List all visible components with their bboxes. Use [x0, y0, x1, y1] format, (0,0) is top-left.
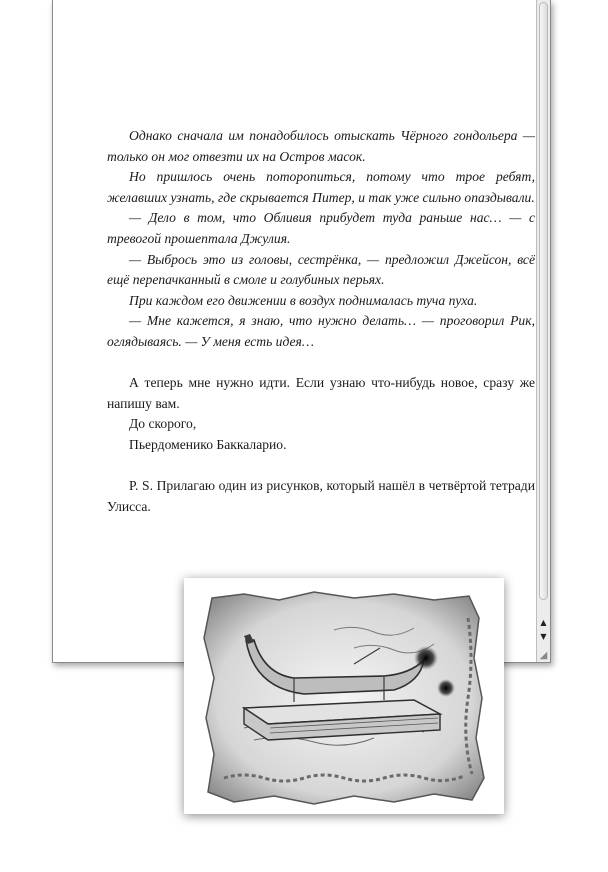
paragraph-gap: [107, 456, 535, 477]
gondola-sketch-illustration: [184, 578, 504, 814]
postscript: P. S. Прилагаю один из рисунков, который нашёл в четвёртой тетради Улисса.: [107, 478, 535, 514]
story-paragraph: — Дело в том, что Обливия прибудет туда раньше нас… — с тревогой прошептала Джулия.: [107, 210, 535, 246]
story-paragraph: Но пришлось очень поторопиться, потому что трое ребят, желавших узнать, где скрывается Питер, и так уже сильно опаздывали.: [107, 169, 535, 205]
paragraph-gap: [107, 353, 535, 374]
closing-paragraph: А теперь мне нужно идти. Если узнаю что-нибудь новое, сразу же напишу вам.: [107, 375, 535, 411]
vertical-scrollbar[interactable]: [536, 0, 550, 662]
resize-grip-icon[interactable]: ◢: [539, 650, 548, 661]
attached-drawing-photo: [184, 578, 504, 814]
story-paragraph: — Выбрось это из головы, сестрёнка, — предложил Джейсон, всё ещё перепачканный в смоле и голубиных перьях.: [107, 251, 535, 288]
document-window: [52, 0, 551, 663]
story-paragraph: Однако сначала им понадобилось отыскать Чёрного гондольера — только он мог отвезти их на Остров масок.: [107, 128, 535, 164]
farewell: До скорого,: [129, 416, 197, 432]
scroll-thumb[interactable]: [539, 2, 548, 600]
letter-text: [107, 126, 535, 517]
story-paragraph: При каждом его движении в воздух поднималась туча пуха.: [129, 292, 478, 308]
scroll-down-arrow-icon[interactable]: ▼: [540, 632, 547, 641]
parchment-sheet: [204, 592, 484, 804]
scroll-up-arrow-icon[interactable]: ▲: [540, 618, 547, 627]
signature: Пьердоменико Баккаларио.: [129, 436, 287, 452]
burn-mark: [414, 646, 438, 670]
burn-mark: [437, 679, 455, 697]
story-paragraph: — Мне кажется, я знаю, что нужно делать… — проговорил Рик, оглядываясь. — У меня есть идея…: [107, 313, 535, 349]
